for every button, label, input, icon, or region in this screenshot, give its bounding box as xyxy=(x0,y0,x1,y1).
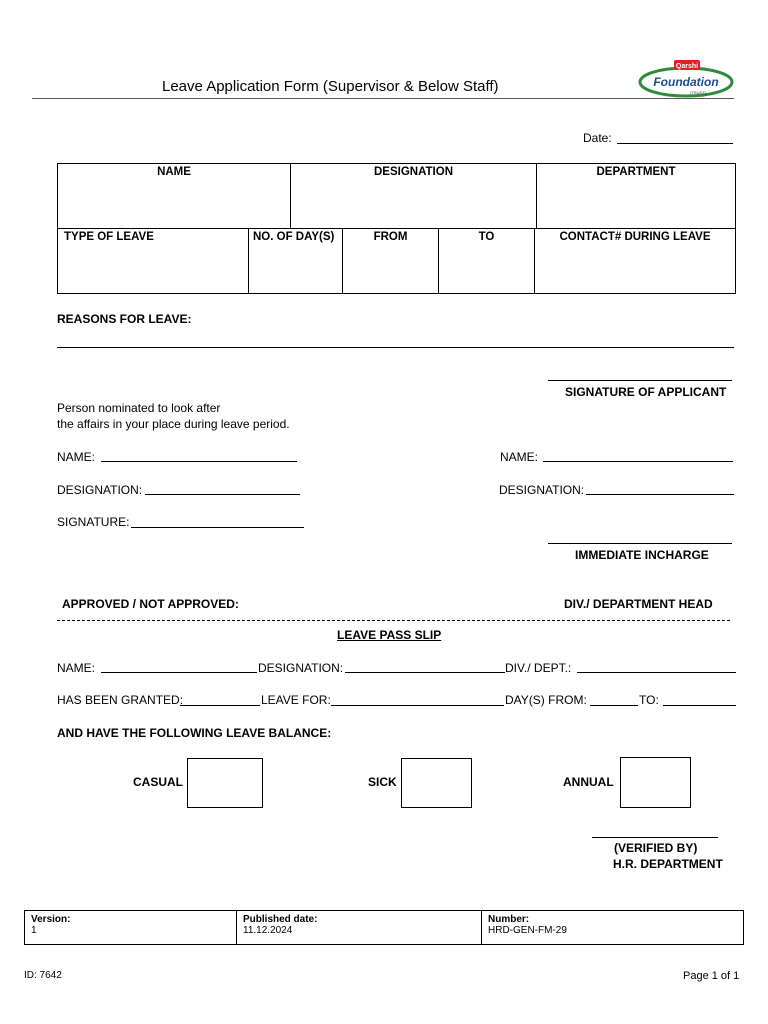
date-field[interactable] xyxy=(617,143,733,144)
nominee-name-field[interactable] xyxy=(101,461,297,462)
days-from-field[interactable] xyxy=(590,705,638,706)
slip-to-label: TO: xyxy=(639,693,659,707)
slip-designation-field[interactable] xyxy=(345,672,505,673)
page-number: Page 1 of 1 xyxy=(683,970,740,982)
annual-box[interactable] xyxy=(620,757,691,808)
version-label: Version: xyxy=(31,914,71,925)
slip-designation-label: DESIGNATION: xyxy=(258,661,344,675)
applicant-details-table xyxy=(57,163,736,229)
number-value: HRD-GEN-FM-29 xyxy=(488,925,567,936)
approved-label: APPROVED / NOT APPROVED: xyxy=(62,597,239,611)
sick-box[interactable] xyxy=(401,758,472,808)
nominee-designation-label: DESIGNATION: xyxy=(57,483,143,497)
slip-dept-label: DIV./ DEPT.: xyxy=(505,661,572,675)
no-of-days-header: NO. OF DAY(S) xyxy=(253,231,335,243)
type-of-leave-header: TYPE OF LEAVE xyxy=(64,231,154,243)
slip-title: LEAVE PASS SLIP xyxy=(337,628,442,642)
department-cell[interactable] xyxy=(537,164,736,229)
incharge-name-label: NAME: xyxy=(500,450,539,464)
leave-for-label: LEAVE FOR: xyxy=(261,693,331,707)
annual-label: ANNUAL xyxy=(563,775,614,789)
cut-line xyxy=(57,620,730,621)
from-header: FROM xyxy=(373,231,408,243)
sick-label: SICK xyxy=(368,775,397,789)
to-cell[interactable] xyxy=(439,229,535,294)
qarshi-foundation-logo xyxy=(638,58,734,100)
nominee-name-label: NAME: xyxy=(57,450,96,464)
name-cell[interactable] xyxy=(58,164,291,229)
to-header: TO xyxy=(478,231,495,243)
casual-box[interactable] xyxy=(187,758,263,808)
page-title: Leave Application Form (Supervisor & Below Staff) xyxy=(162,78,499,95)
nominee-designation-field[interactable] xyxy=(145,494,300,495)
nominee-signature-field[interactable] xyxy=(131,527,304,528)
nominated-text-1: Person nominated to look after xyxy=(57,401,221,415)
contact-header: CONTACT# DURING LEAVE xyxy=(559,231,711,243)
published-cell xyxy=(237,911,482,945)
logo-main-text: Foundation xyxy=(653,75,719,89)
designation-header: DESIGNATION xyxy=(373,166,453,178)
hr-department-label: H.R. DEPARTMENT xyxy=(613,857,723,871)
slip-dept-field[interactable] xyxy=(577,672,736,673)
document-control-table xyxy=(24,910,744,945)
applicant-signature-field[interactable] xyxy=(548,380,732,381)
nominated-text-2: the affairs in your place during leave period. xyxy=(57,417,290,431)
logo-sub-text: (TRUST) xyxy=(690,90,706,95)
days-from-label: DAY(S) FROM: xyxy=(505,693,587,707)
incharge-name-field[interactable] xyxy=(543,461,733,462)
granted-label: HAS BEEN GRANTED: xyxy=(57,693,184,707)
signature-applicant-label: SIGNATURE OF APPLICANT xyxy=(565,385,727,399)
slip-name-label: NAME: xyxy=(57,661,96,675)
number-label: Number: xyxy=(488,914,530,925)
published-label: Published date: xyxy=(243,914,318,925)
reasons-label: REASONS FOR LEAVE: xyxy=(57,312,192,326)
slip-name-field[interactable] xyxy=(101,672,257,673)
slip-to-field[interactable] xyxy=(663,705,736,706)
casual-label: CASUAL xyxy=(133,775,183,789)
nominee-signature-label: SIGNATURE: xyxy=(57,515,130,529)
type-of-leave-cell[interactable] xyxy=(58,229,249,294)
version-cell xyxy=(25,911,237,945)
leave-for-field[interactable] xyxy=(331,705,504,706)
immediate-incharge-label: IMMEDIATE INCHARGE xyxy=(575,548,709,562)
document-id: ID: 7642 xyxy=(24,970,62,981)
from-cell[interactable] xyxy=(343,229,439,294)
verified-by-label: (VERIFIED BY) xyxy=(614,841,698,855)
granted-field[interactable] xyxy=(180,705,260,706)
designation-cell[interactable] xyxy=(291,164,537,229)
balance-label: AND HAVE THE FOLLOWING LEAVE BALANCE: xyxy=(57,726,332,740)
logo-small-text: Qarshi xyxy=(675,63,699,70)
header-divider xyxy=(32,98,734,99)
contact-cell[interactable] xyxy=(535,229,736,294)
leave-details-table xyxy=(57,228,736,294)
incharge-designation-label: DESIGNATION: xyxy=(499,483,585,497)
name-header: NAME xyxy=(157,166,191,178)
date-label: Date: xyxy=(583,131,612,145)
published-value: 11.12.2024 xyxy=(243,925,293,936)
version-value: 1 xyxy=(31,925,37,936)
number-cell xyxy=(482,911,744,945)
div-head-label: DIV./ DEPARTMENT HEAD xyxy=(564,597,713,611)
reasons-field[interactable] xyxy=(57,347,734,348)
no-of-days-cell[interactable] xyxy=(249,229,343,294)
incharge-designation-field[interactable] xyxy=(586,494,734,495)
department-header: DEPARTMENT xyxy=(596,166,676,178)
hr-signature-field[interactable] xyxy=(592,837,718,838)
incharge-signature-field[interactable] xyxy=(548,543,732,544)
